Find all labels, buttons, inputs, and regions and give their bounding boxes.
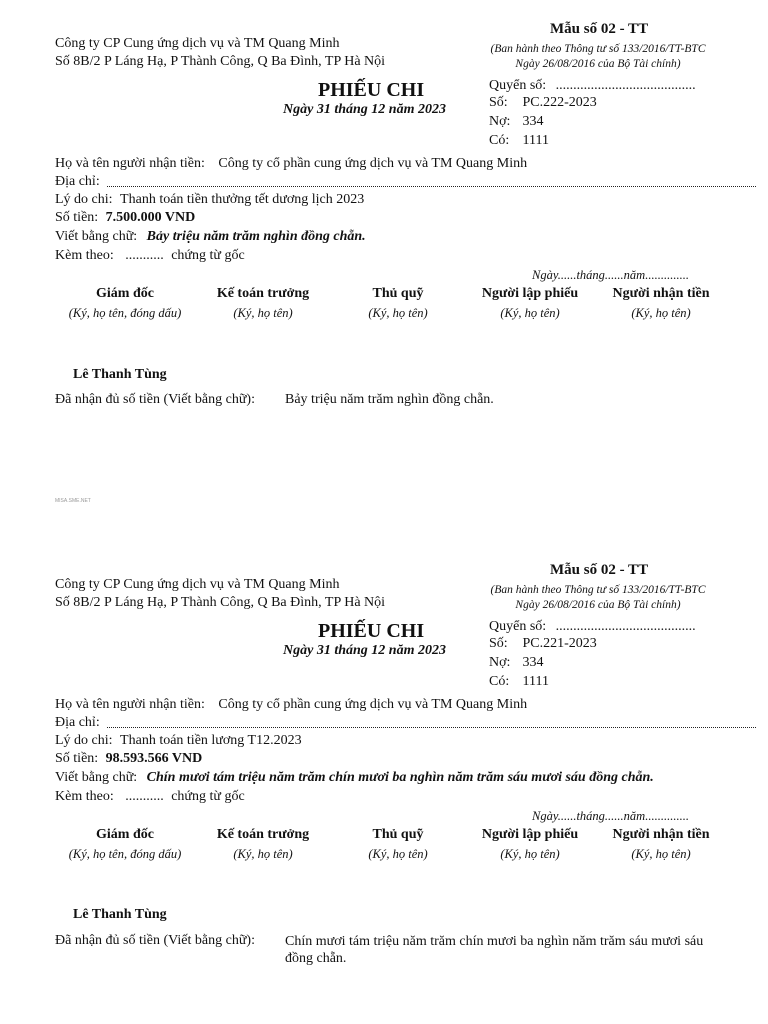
words-label: Viết bằng chữ: bbox=[55, 229, 138, 244]
voucher-title: PHIẾU CHI bbox=[318, 79, 425, 101]
received-value: Bảy triệu năm trăm nghìn đồng chẵn. bbox=[285, 392, 494, 407]
credit-account bbox=[489, 133, 549, 149]
recipient-row bbox=[55, 156, 527, 172]
company-name: Công ty CP Cung ứng dịch vụ và TM Quang Minh bbox=[55, 36, 340, 51]
company-name: Công ty CP Cung ứng dịch vụ và TM Quang Minh bbox=[55, 577, 340, 592]
amount-label: Số tiền: bbox=[55, 210, 99, 225]
reason-value: Thanh toán tiền lương T12.2023 bbox=[120, 733, 302, 748]
company-address: Số 8B/2 P Láng Hạ, P Thành Công, Q Ba Đình, TP Hà Nội bbox=[55, 54, 386, 69]
voucher-number bbox=[489, 636, 597, 652]
recipient-value: Công ty cổ phần cung ứng dịch vụ và TM Quang Minh bbox=[218, 697, 528, 712]
circular-line-1: (Ban hành theo Thông tư số 133/2016/TT-BTC bbox=[490, 584, 706, 596]
debit-label: Nợ: bbox=[489, 114, 511, 129]
signatory-note-cashier: (Ký, họ tên) bbox=[368, 306, 428, 320]
payment-voucher-1 bbox=[0, 0, 768, 480]
circular-line-1: (Ban hành theo Thông tư số 133/2016/TT-BTC bbox=[490, 43, 706, 55]
amount-row bbox=[55, 210, 195, 226]
address-dotted-line bbox=[107, 727, 756, 728]
debit-account bbox=[489, 655, 544, 671]
voucher-number bbox=[489, 95, 597, 111]
credit-value: 1111 bbox=[522, 674, 549, 689]
book-number bbox=[489, 619, 696, 635]
signatory-note-chief-accountant: (Ký, họ tên) bbox=[233, 306, 293, 320]
credit-label: Có: bbox=[489, 674, 510, 689]
words-value: Chín mươi tám triệu năm trăm chín mươi ba nghìn năm trăm sáu mươi sáu đồng chẵn. bbox=[146, 770, 654, 785]
signatory-note-director: (Ký, họ tên, đóng dấu) bbox=[68, 306, 182, 320]
signatory-title-preparer: Người lập phiếu bbox=[481, 827, 579, 842]
book-label: Quyển số: bbox=[489, 619, 547, 634]
number-value: PC.221-2023 bbox=[522, 636, 597, 651]
company-address: Số 8B/2 P Láng Hạ, P Thành Công, Q Ba Đình, TP Hà Nội bbox=[55, 595, 386, 610]
received-label: Đã nhận đủ số tiền (Viết bằng chữ): bbox=[55, 933, 255, 948]
signatory-title-preparer: Người lập phiếu bbox=[481, 286, 579, 301]
debit-account bbox=[489, 114, 544, 130]
signatory-title-recipient: Người nhận tiền bbox=[612, 286, 710, 301]
signatory-title-director: Giám đốc bbox=[96, 286, 154, 301]
reason-row bbox=[55, 733, 302, 749]
form-number: Mẫu số 02 - TT bbox=[550, 562, 649, 578]
attach-row bbox=[55, 789, 245, 805]
signatory-note-director: (Ký, họ tên, đóng dấu) bbox=[68, 847, 182, 861]
credit-account bbox=[489, 674, 549, 690]
reason-label: Lý do chi: bbox=[55, 733, 113, 748]
book-label: Quyển số: bbox=[489, 78, 547, 93]
signature-date: Ngày......tháng......năm.............. bbox=[532, 809, 689, 823]
number-value: PC.222-2023 bbox=[522, 95, 597, 110]
attach-suffix: chứng từ gốc bbox=[171, 789, 245, 804]
signatory-title-director: Giám đốc bbox=[96, 827, 154, 842]
form-number: Mẫu số 02 - TT bbox=[550, 21, 649, 37]
address-label: Địa chỉ: bbox=[55, 715, 100, 730]
signatory-note-preparer: (Ký, họ tên) bbox=[500, 847, 560, 861]
recipient-row bbox=[55, 697, 527, 713]
signatory-title-cashier: Thủ quỹ bbox=[372, 286, 424, 301]
signatory-title-cashier: Thủ quỹ bbox=[372, 827, 424, 842]
reason-row bbox=[55, 192, 364, 208]
book-value: ........................................ bbox=[555, 619, 696, 634]
voucher-date: Ngày 31 tháng 12 năm 2023 bbox=[283, 643, 446, 658]
credit-value: 1111 bbox=[522, 133, 549, 148]
recipient-label: Họ và tên người nhận tiền: bbox=[55, 156, 205, 171]
amount-row bbox=[55, 751, 202, 767]
signatory-note-chief-accountant: (Ký, họ tên) bbox=[233, 847, 293, 861]
attach-value: ........... bbox=[125, 789, 164, 804]
director-name: Lê Thanh Tùng bbox=[73, 367, 167, 382]
words-row bbox=[55, 770, 654, 786]
number-label: Số: bbox=[489, 95, 508, 110]
voucher-title: PHIẾU CHI bbox=[318, 620, 425, 642]
debit-label: Nợ: bbox=[489, 655, 511, 670]
amount-value: 98.593.566 VND bbox=[105, 751, 203, 766]
attach-label: Kèm theo: bbox=[55, 248, 114, 263]
address-dotted-line bbox=[107, 186, 756, 187]
reason-label: Lý do chi: bbox=[55, 192, 113, 207]
signature-date: Ngày......tháng......năm.............. bbox=[532, 268, 689, 282]
recipient-value: Công ty cổ phần cung ứng dịch vụ và TM Quang Minh bbox=[218, 156, 528, 171]
voucher-date: Ngày 31 tháng 12 năm 2023 bbox=[283, 102, 446, 117]
payment-voucher-2 bbox=[0, 541, 768, 1021]
debit-value: 334 bbox=[522, 655, 544, 670]
amount-label: Số tiền: bbox=[55, 751, 99, 766]
amount-value: 7.500.000 VND bbox=[105, 210, 196, 225]
words-label: Viết bằng chữ: bbox=[55, 770, 138, 785]
credit-label: Có: bbox=[489, 133, 510, 148]
signatory-note-recipient: (Ký, họ tên) bbox=[631, 847, 691, 861]
circular-line-2: Ngày 26/08/2016 của Bộ Tài chính) bbox=[515, 58, 681, 70]
words-row bbox=[55, 229, 366, 245]
signatory-title-recipient: Người nhận tiền bbox=[612, 827, 710, 842]
attach-suffix: chứng từ gốc bbox=[171, 248, 245, 263]
words-value: Bảy triệu năm trăm nghìn đồng chẵn. bbox=[146, 229, 366, 244]
signatory-note-preparer: (Ký, họ tên) bbox=[500, 306, 560, 320]
watermark-text: MISA.SME.NET bbox=[55, 498, 91, 504]
signatory-note-cashier: (Ký, họ tên) bbox=[368, 847, 428, 861]
received-label: Đã nhận đủ số tiền (Viết bằng chữ): bbox=[55, 392, 255, 407]
circular-line-2: Ngày 26/08/2016 của Bộ Tài chính) bbox=[515, 599, 681, 611]
debit-value: 334 bbox=[522, 114, 544, 129]
received-value: Chín mươi tám triệu năm trăm chín mươi ba nghìn năm trăm sáu mươi sáu đồng chẵn. bbox=[285, 934, 704, 966]
number-label: Số: bbox=[489, 636, 508, 651]
director-name: Lê Thanh Tùng bbox=[73, 907, 167, 922]
recipient-label: Họ và tên người nhận tiền: bbox=[55, 697, 205, 712]
address-label: Địa chỉ: bbox=[55, 174, 100, 189]
signatory-title-chief-accountant: Kế toán trưởng bbox=[216, 827, 310, 842]
book-number bbox=[489, 78, 696, 94]
book-value: ........................................ bbox=[555, 78, 696, 93]
attach-label: Kèm theo: bbox=[55, 789, 114, 804]
reason-value: Thanh toán tiền thưởng tết dương lịch 2023 bbox=[120, 192, 365, 207]
attach-row bbox=[55, 248, 245, 264]
signatory-title-chief-accountant: Kế toán trưởng bbox=[216, 286, 310, 301]
attach-value: ........... bbox=[125, 248, 164, 263]
signatory-note-recipient: (Ký, họ tên) bbox=[631, 306, 691, 320]
